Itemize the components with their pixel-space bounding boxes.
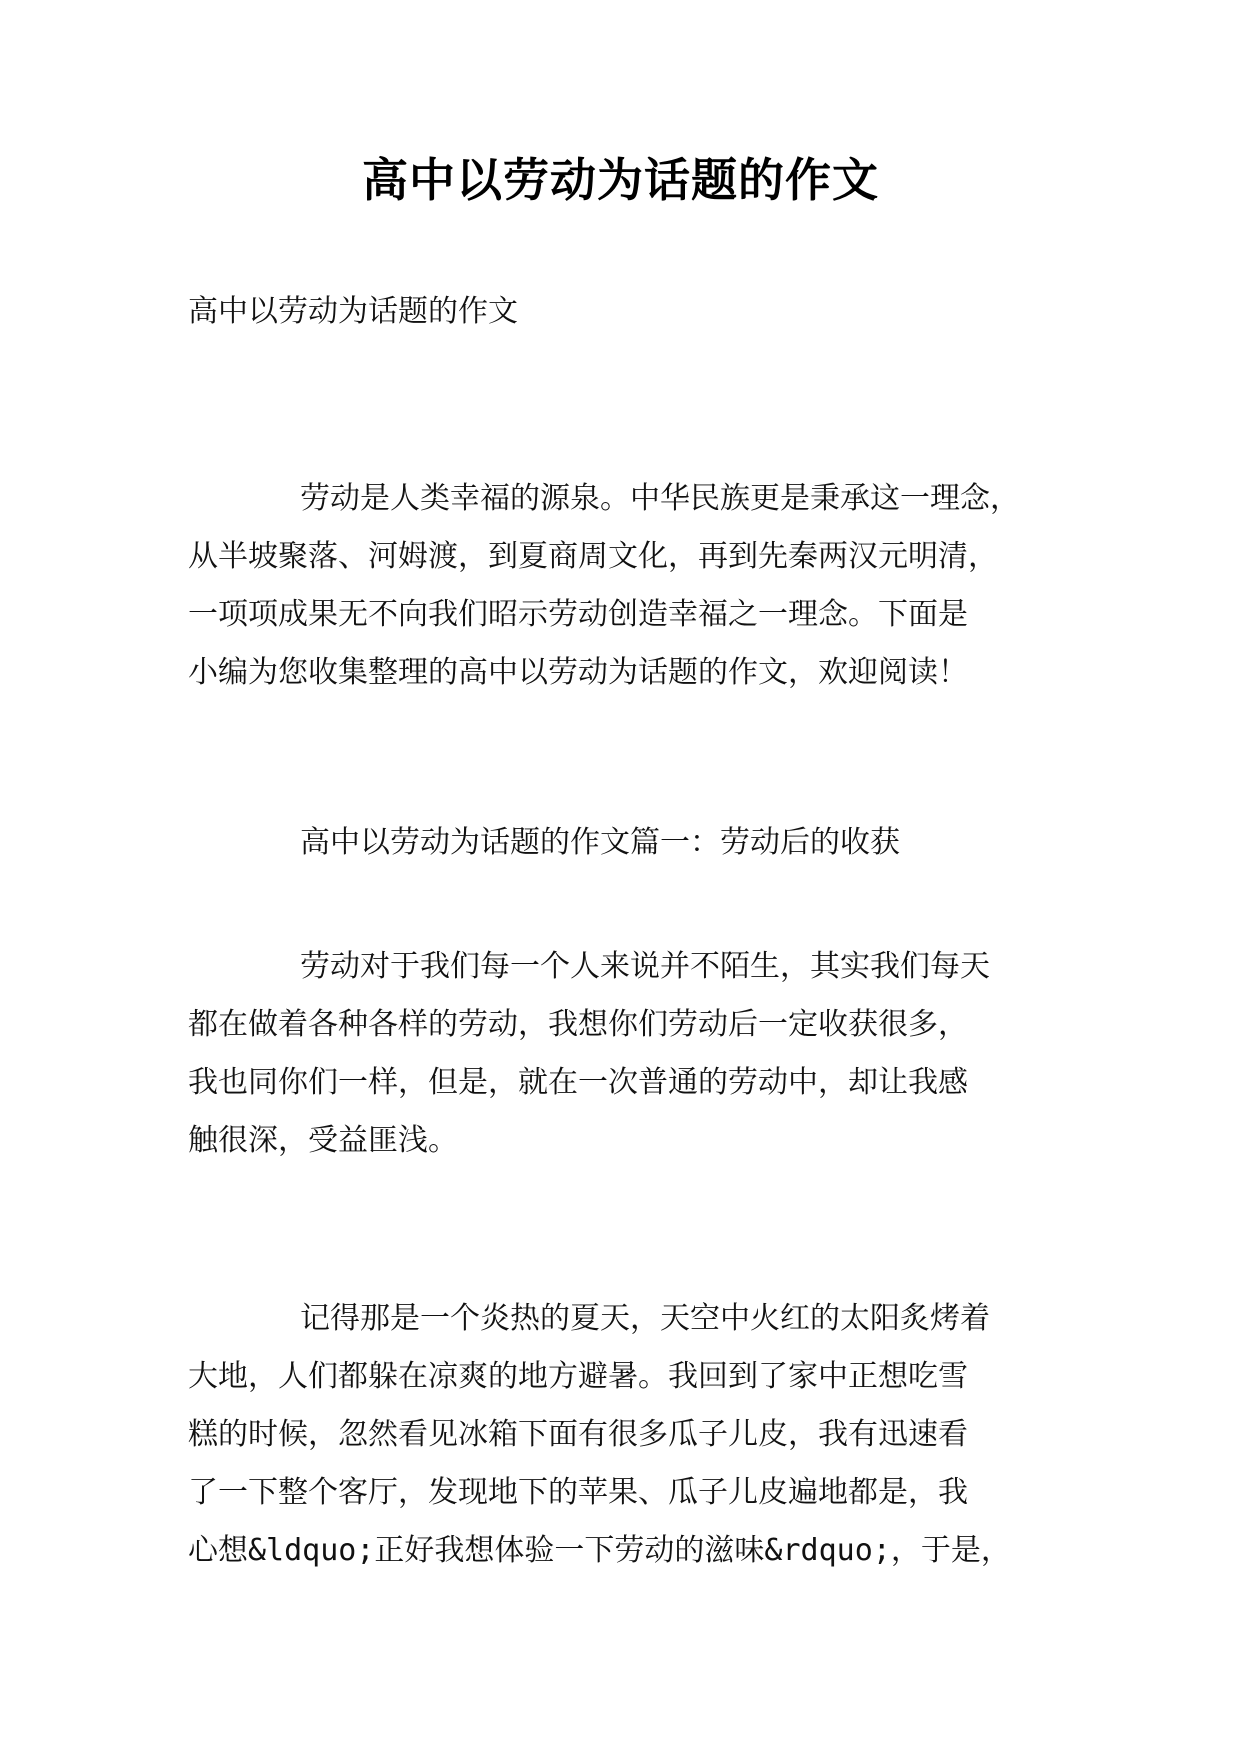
paragraph-line: 一项项成果无不向我们昭示劳动创造幸福之一理念。下面是 [188, 597, 968, 632]
paragraph-line: 我也同你们一样，但是，就在一次普通的劳动中，却让我感 [188, 1065, 968, 1100]
paragraph-line: 小编为您收集整理的高中以劳动为话题的作文，欢迎阅读！ [188, 655, 968, 690]
paragraph-line: 触很深，受益匪浅。 [188, 1123, 458, 1158]
paragraph-line: 记得那是一个炎热的夏天，天空中火红的太阳炙烤着 [300, 1301, 990, 1336]
section-heading [188, 814, 1068, 872]
body-paragraph [188, 1290, 1068, 1580]
paragraph-line: 劳动对于我们每一个人来说并不陌生，其实我们每天 [300, 949, 990, 984]
section-heading-text: 高中以劳动为话题的作文篇一：劳动后的收获 [300, 825, 900, 860]
paragraph-line: 大地，人们都躲在凉爽的地方避暑。我回到了家中正想吃雪 [188, 1359, 968, 1394]
document-subtitle: 高中以劳动为话题的作文 [188, 294, 518, 329]
paragraph-line: 了一下整个客厅，发现地下的苹果、瓜子儿皮遍地都是，我 [188, 1475, 968, 1510]
paragraph-line: 都在做着各种各样的劳动，我想你们劳动后一定收获很多， [188, 1007, 968, 1042]
paragraph-line: 糕的时候，忽然看见冰箱下面有很多瓜子儿皮，我有迅速看 [188, 1417, 968, 1452]
intro-paragraph [188, 470, 1068, 702]
paragraph-line: 心想&ldquo;正好我想体验一下劳动的滋味&rdquo;，于是， [188, 1533, 1011, 1568]
body-paragraph [188, 938, 1068, 1170]
paragraph-line: 从半坡聚落、河姆渡，到夏商周文化，再到先秦两汉元明清， [188, 539, 998, 574]
document-title: 高中以劳动为话题的作文 [362, 153, 879, 207]
paragraph-line: 劳动是人类幸福的源泉。中华民族更是秉承这一理念， [300, 481, 1020, 516]
